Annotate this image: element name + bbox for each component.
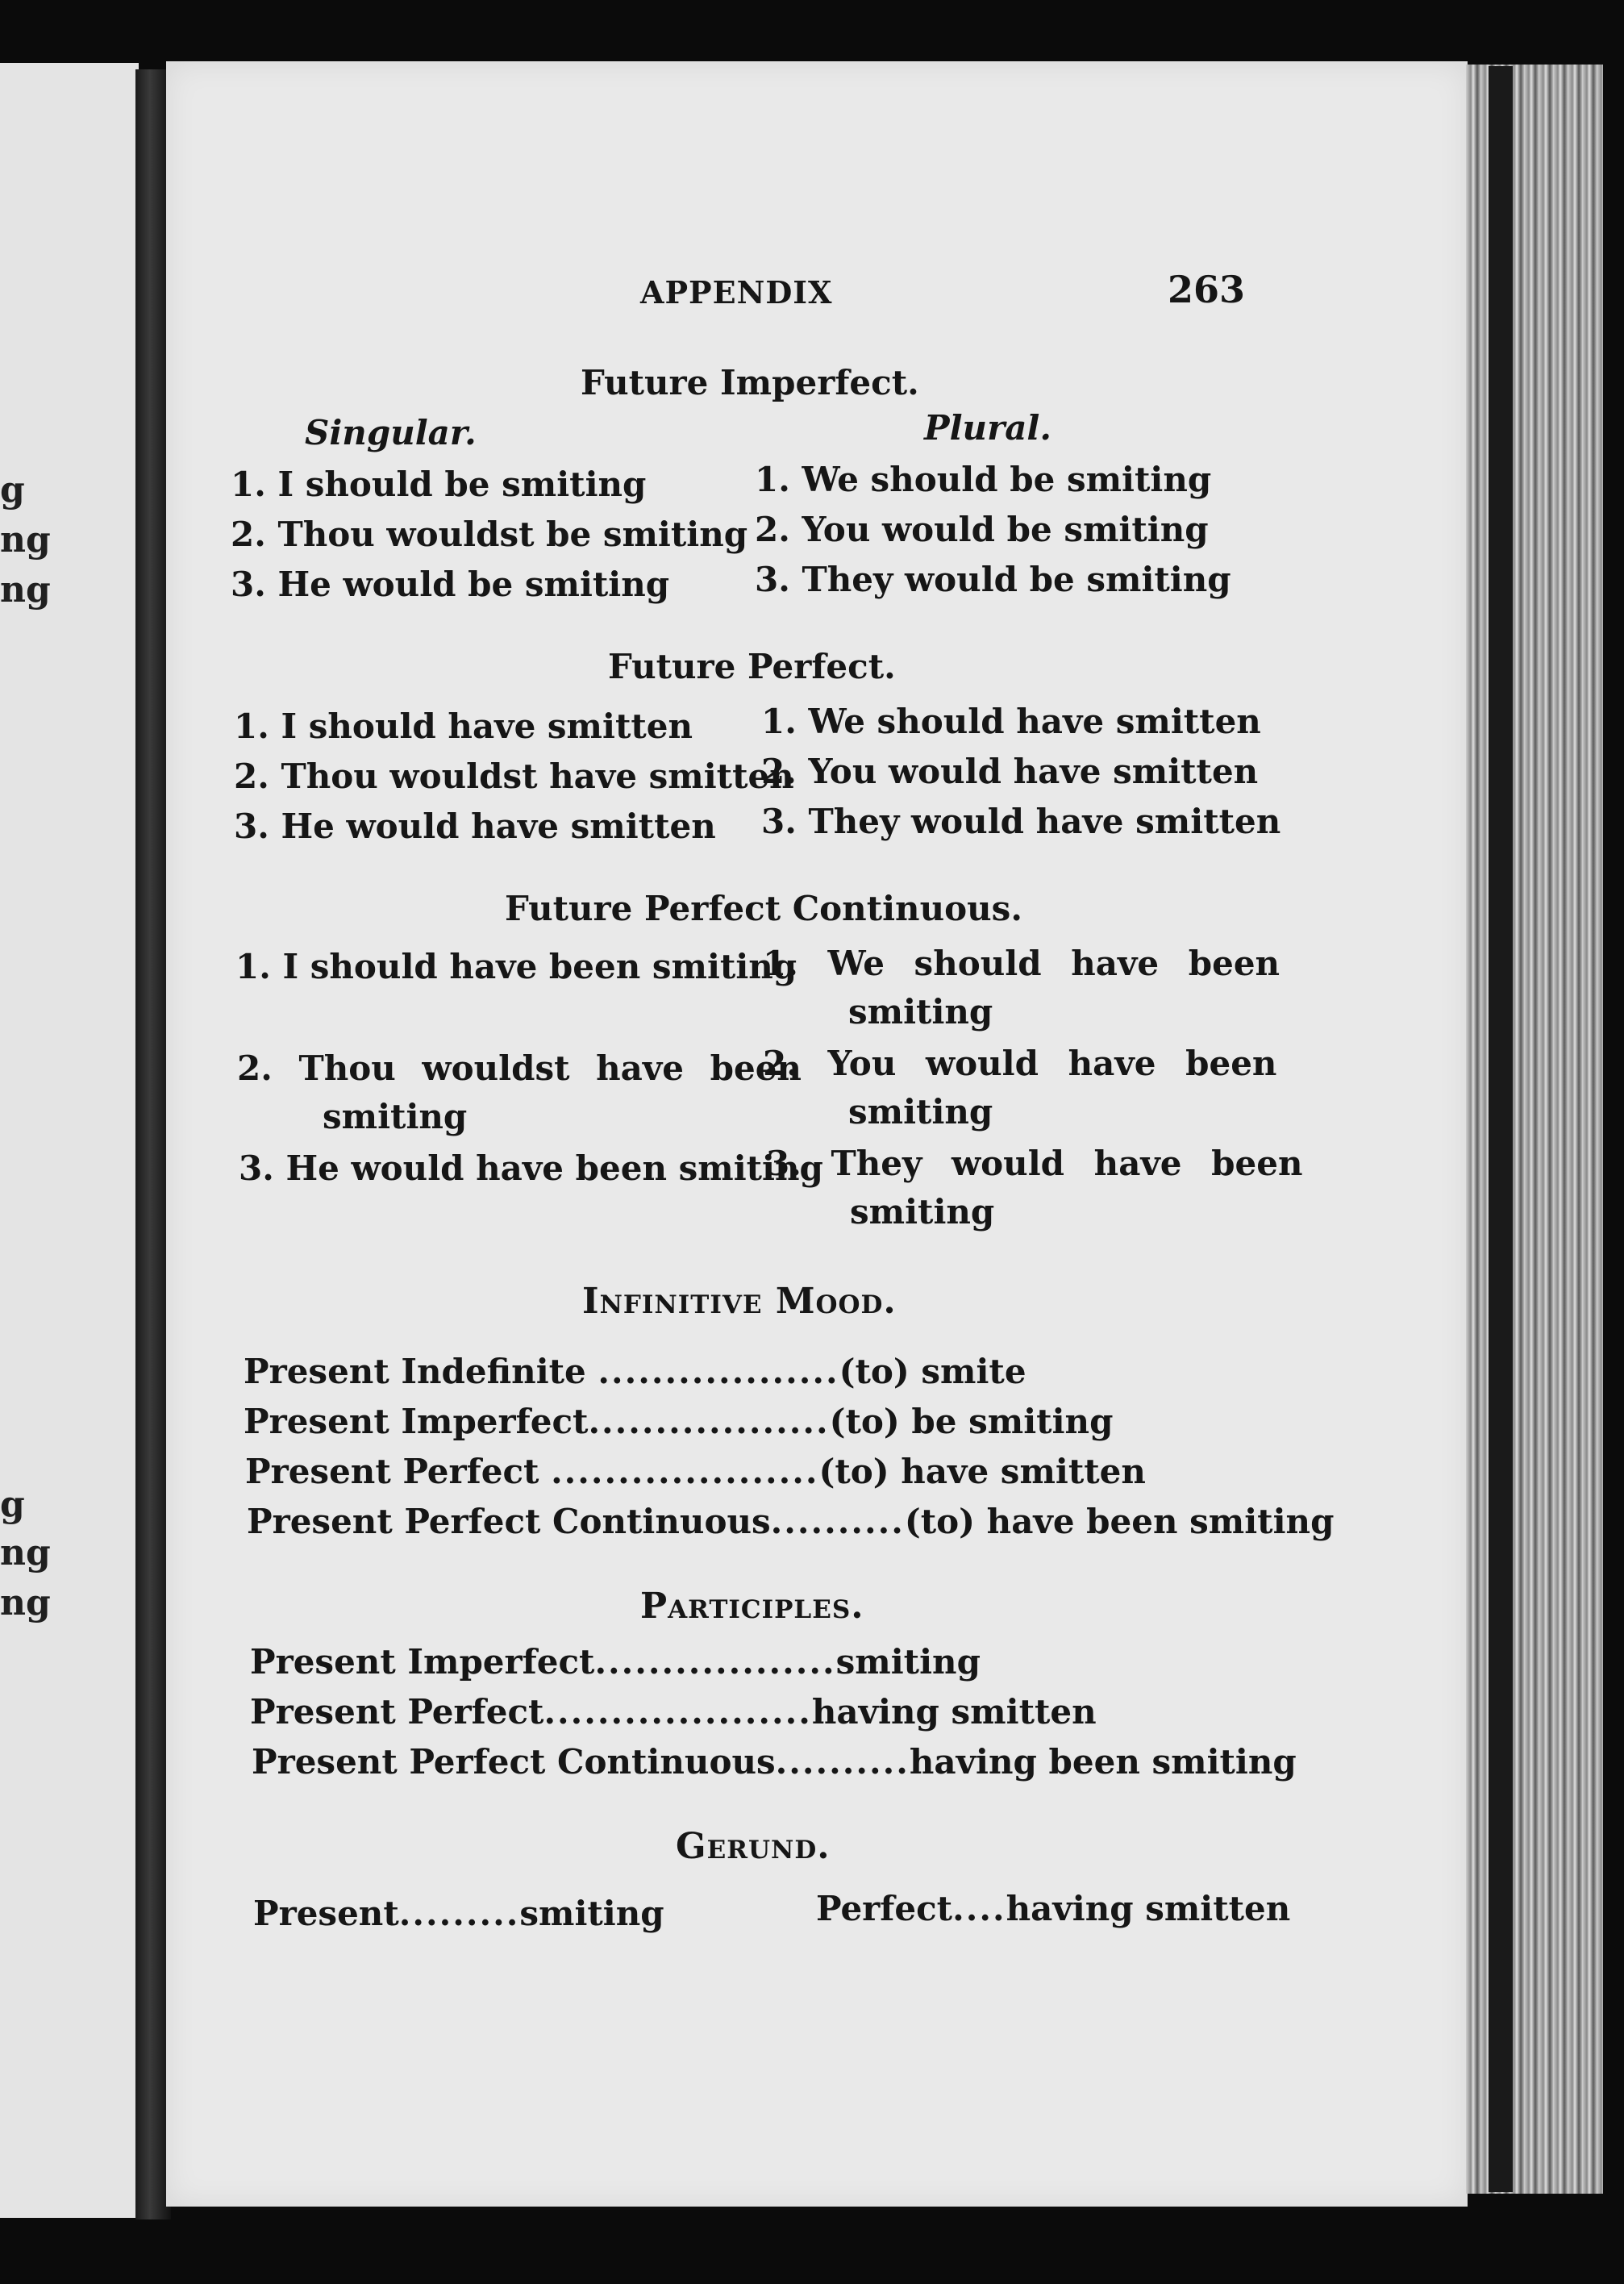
- conjugation-line: 1. We should be smiting: [755, 460, 1212, 499]
- conjugation-line: 2. Thou wouldst have smitten: [234, 756, 794, 796]
- conjugation-line: 1. I should have been smiting: [235, 947, 797, 986]
- conjugation-line: 3. They would be smiting: [755, 560, 1231, 599]
- conjugation-line: 1. I should be smiting: [231, 465, 647, 504]
- conjugation-line-continuation: smiting: [848, 1092, 993, 1132]
- conjugation-line-continuation: smiting: [850, 1192, 995, 1232]
- page-edge-shadow: [1489, 66, 1513, 2192]
- conjugation-line: 2. Thou wouldst be smiting: [231, 515, 748, 554]
- conjugation-line: 2. You would be smiting: [755, 510, 1209, 549]
- conjugation-line: 3. He would have smitten: [234, 806, 716, 846]
- left-page-fragment: ng: [0, 569, 51, 611]
- conjugation-line-continuation: smiting: [323, 1097, 468, 1136]
- row-value: (to) be smiting: [829, 1402, 1114, 1441]
- left-facing-page: [0, 63, 139, 2218]
- conjugation-line: 3. They would have smitten: [761, 802, 1281, 841]
- left-page-fragment: ng: [0, 519, 51, 561]
- conjugation-line: 2. Thou wouldst have been: [237, 1048, 802, 1088]
- row-label: Present Indefinite: [244, 1352, 586, 1391]
- row-value: having been smiting: [909, 1742, 1297, 1782]
- conjugation-line: 3. He would have been smiting: [239, 1148, 823, 1188]
- left-page-fragment: ng: [0, 1582, 51, 1623]
- conjugation-line: 3. He would be smiting: [231, 565, 670, 604]
- row-value: (to) have smitten: [818, 1452, 1146, 1491]
- row-value: having smitten: [811, 1692, 1097, 1732]
- leader-dots: ....................: [551, 1452, 819, 1491]
- running-head: APPENDIX: [640, 274, 833, 311]
- leader-dots: .........: [398, 1894, 520, 1933]
- leader-dots: ..................: [588, 1402, 830, 1441]
- leader-dots: ..........: [775, 1742, 910, 1782]
- infinitive-row: [245, 1452, 1146, 1491]
- participle-row: [250, 1642, 981, 1682]
- gerund-perfect: [816, 1889, 1290, 1928]
- leader-dots: ..........: [770, 1502, 905, 1541]
- left-page-fragment: g: [0, 1484, 25, 1525]
- section-title-infinitive-mood: Infinitive Mood.: [582, 1281, 897, 1322]
- section-title-gerund: Gerund.: [676, 1826, 831, 1867]
- conjugation-line: 1. We should have smitten: [761, 702, 1261, 741]
- conjugation-line: 1. We should have been: [763, 944, 1280, 983]
- row-label: Perfect: [816, 1889, 953, 1928]
- section-title-future-perfect: Future Perfect.: [608, 647, 896, 686]
- infinitive-row: [247, 1502, 1334, 1541]
- conjugation-line: 1. I should have smitten: [234, 706, 693, 746]
- conjugation-line-continuation: smiting: [848, 992, 993, 1032]
- leader-dots: ..................: [598, 1352, 839, 1391]
- page-number: 263: [1168, 268, 1246, 311]
- row-value: smiting: [835, 1642, 981, 1682]
- conjugation-line: 2. You would have been: [763, 1044, 1277, 1083]
- page-edges: [1466, 65, 1603, 2194]
- row-label: Present Imperfect: [250, 1642, 595, 1682]
- leader-dots: ..................: [594, 1642, 836, 1682]
- conjugation-line: 3. They would have been: [766, 1144, 1303, 1183]
- row-label: Present Perfect Continuous: [252, 1742, 776, 1782]
- row-value: (to) have been smiting: [904, 1502, 1335, 1541]
- left-page-fragment: g: [0, 469, 25, 511]
- row-label: Present Perfect: [245, 1452, 539, 1491]
- row-label: Present Imperfect: [244, 1402, 589, 1441]
- section-title-participles: Participles.: [640, 1586, 864, 1627]
- infinitive-row: [244, 1352, 1026, 1391]
- section-title-future-perfect-continuous: Future Perfect Continuous.: [505, 889, 1022, 928]
- row-label: Present Perfect Continuous: [247, 1502, 771, 1541]
- row-value: (to) smite: [839, 1352, 1026, 1391]
- left-page-fragment: ng: [0, 1532, 51, 1573]
- row-label: Present: [253, 1894, 399, 1933]
- singular-label: Singular.: [305, 413, 477, 452]
- section-title-future-imperfect: Future Imperfect.: [581, 363, 919, 402]
- leader-dots: ....: [952, 1889, 1006, 1928]
- conjugation-line: 2. You would have smitten: [761, 752, 1259, 791]
- row-label: Present Perfect: [250, 1692, 544, 1732]
- leader-dots: ....................: [543, 1692, 812, 1732]
- row-value: having smitten: [1006, 1889, 1291, 1928]
- row-value: smiting: [519, 1894, 664, 1933]
- infinitive-row: [244, 1402, 1113, 1441]
- plural-label: Plural.: [924, 408, 1051, 448]
- participle-row: [252, 1742, 1297, 1782]
- gerund-present: [253, 1894, 664, 1933]
- participle-row: [250, 1692, 1097, 1732]
